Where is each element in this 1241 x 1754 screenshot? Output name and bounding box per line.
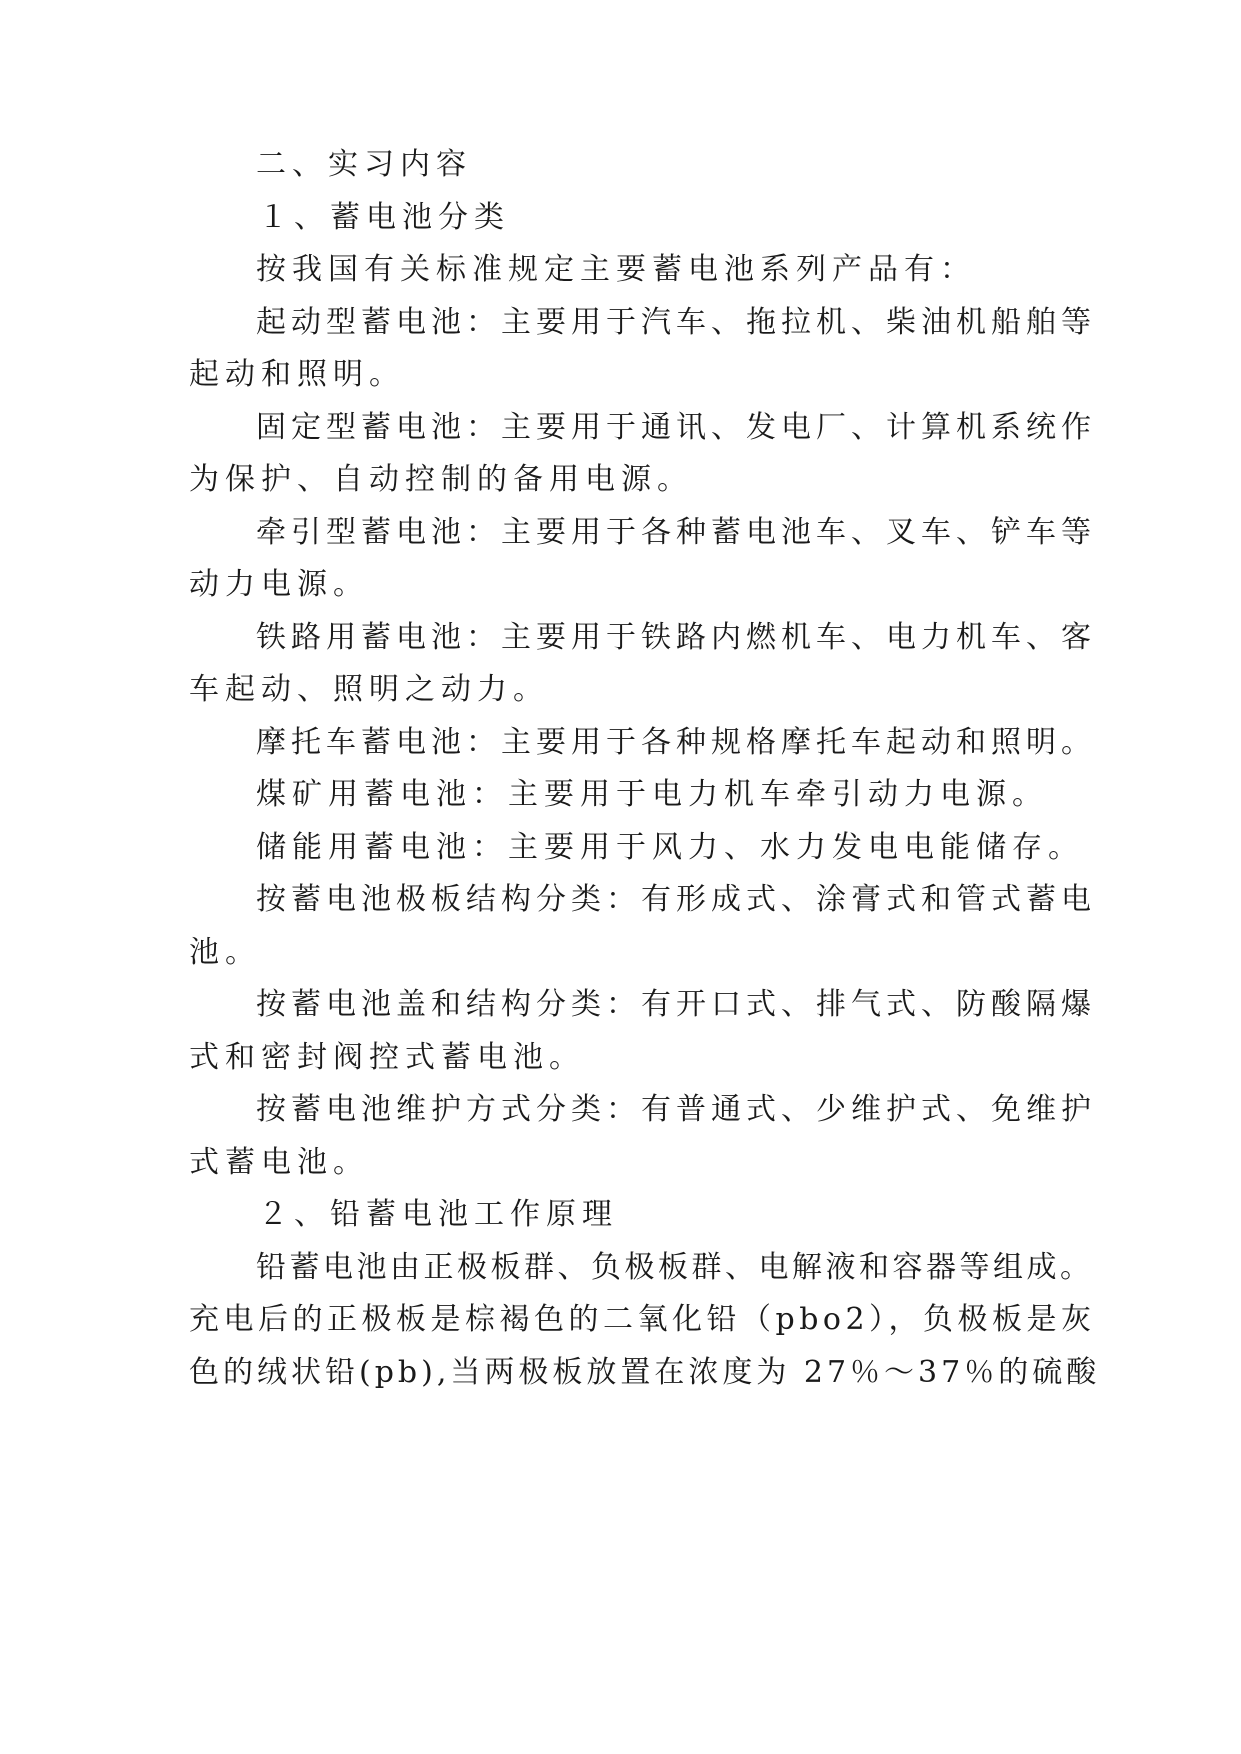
paragraph-starter-line-1: 起动型蓄电池：主要用于汽车、拖拉机、柴油机船舶等 [256, 305, 1096, 340]
paragraph-railway-line-2: 车起动、照明之动力。 [189, 672, 549, 707]
paragraph-lead-acid-line-3: 色的绒状铅(pb),当两极板放置在浓度为 27％～37％的硫酸 [189, 1355, 1101, 1390]
paragraph-starter-line-2: 起动和照明。 [189, 357, 405, 392]
paragraph-plate-structure-line-2: 池。 [189, 935, 261, 970]
paragraph-railway-line-1: 铁路用蓄电池：主要用于铁路内燃机车、电力机车、客 [256, 620, 1096, 655]
paragraph-maintenance-line-2: 式蓄电池。 [189, 1145, 369, 1180]
paragraph-traction-line-1: 牵引型蓄电池：主要用于各种蓄电池车、叉车、铲车等 [256, 515, 1096, 550]
paragraph-cover-structure-line-1: 按蓄电池盖和结构分类：有开口式、排气式、防酸隔爆 [256, 987, 1096, 1022]
section-title: 二、实习内容 [256, 147, 472, 182]
paragraph-intro: 按我国有关标准规定主要蓄电池系列产品有： [256, 252, 976, 287]
subsection-title-2: ２、铅蓄电池工作原理 [258, 1197, 618, 1232]
paragraph-maintenance-line-1: 按蓄电池维护方式分类：有普通式、少维护式、免维护 [256, 1092, 1096, 1127]
paragraph-lead-acid-line-2: 充电后的正极板是棕褐色的二氧化铅（pbo2），负极板是灰 [189, 1302, 1096, 1337]
subsection-title-1: １、蓄电池分类 [258, 200, 510, 235]
paragraph-stationary-line-2: 为保护、自动控制的备用电源。 [189, 462, 693, 497]
paragraph-stationary-line-1: 固定型蓄电池：主要用于通讯、发电厂、计算机系统作 [256, 410, 1096, 445]
paragraph-traction-line-2: 动力电源。 [189, 567, 369, 602]
paragraph-plate-structure-line-1: 按蓄电池极板结构分类：有形成式、涂膏式和管式蓄电 [256, 882, 1096, 917]
paragraph-lead-acid-line-1: 铅蓄电池由正极板群、负极板群、电解液和容器等组成。 [256, 1250, 1094, 1285]
paragraph-motorcycle: 摩托车蓄电池：主要用于各种规格摩托车起动和照明。 [256, 725, 1096, 760]
paragraph-energy-storage: 储能用蓄电池：主要用于风力、水力发电电能储存。 [256, 830, 1084, 865]
paragraph-cover-structure-line-2: 式和密封阀控式蓄电池。 [189, 1040, 585, 1075]
paragraph-coal-mine: 煤矿用蓄电池：主要用于电力机车牵引动力电源。 [256, 777, 1048, 812]
